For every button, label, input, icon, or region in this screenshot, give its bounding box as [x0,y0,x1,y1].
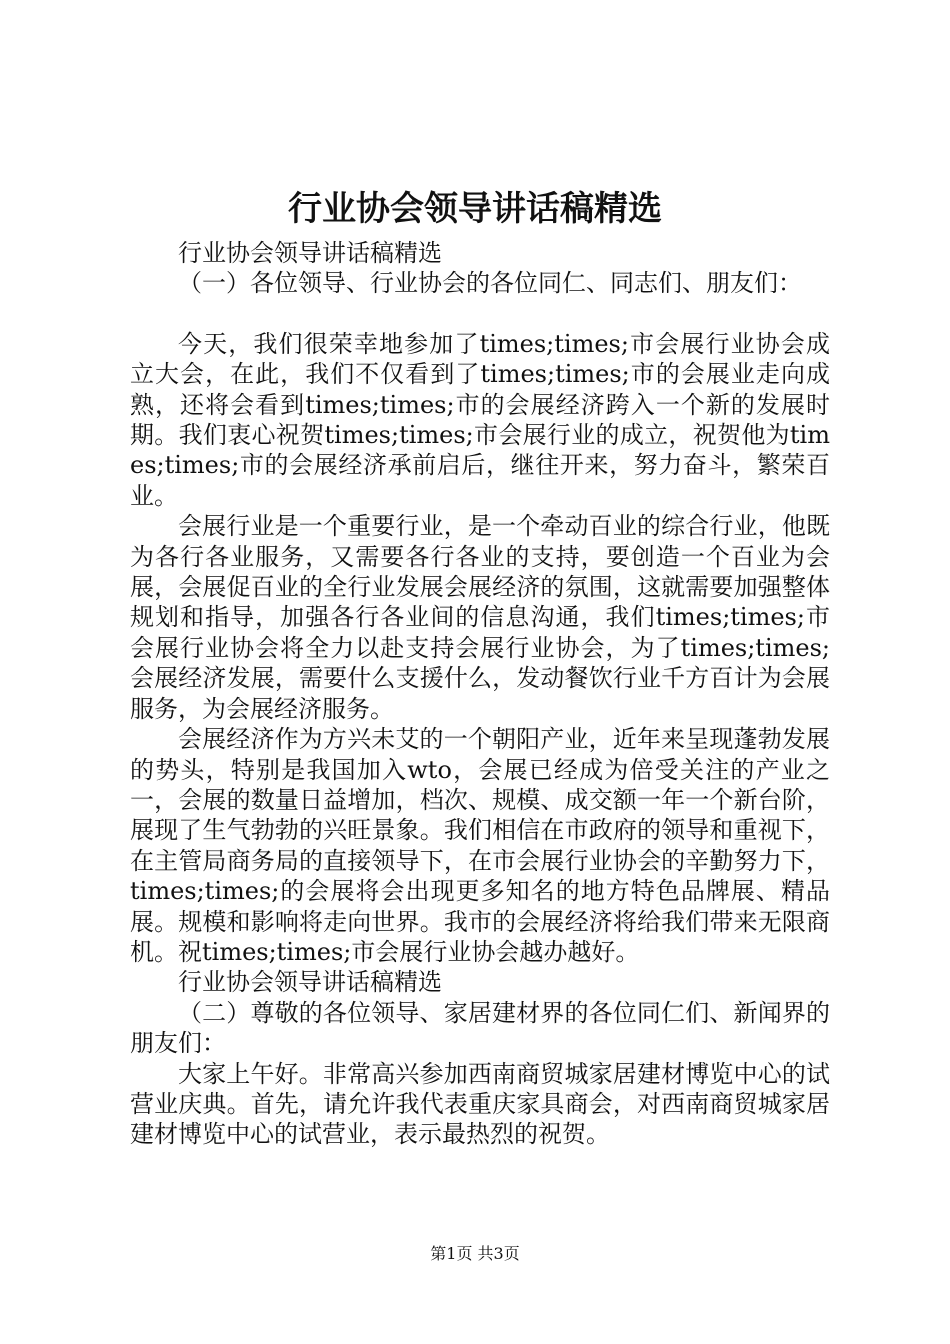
paragraph: 大家上午好。非常高兴参加西南商贸城家居建材博览中心的试营业庆典。首先，请允许我代表重庆家具商会，对西南商贸城家居建材博览中心的试营业，表示最热烈的祝贺。 [130,1059,830,1149]
paragraph: 今天，我们很荣幸地参加了times;times;市会展行业协会成立大会，在此，我们不仅看到了times;times;市的会展业走向成熟，还将会看到times;times;市的会展经济跨入一个新的发展时期。我们衷心祝贺times;times;市会展行业的成立，祝贺他为times;times;市的会展经济承前启后，继往开来，努力奋斗，繁荣百业。 [130,329,830,510]
section-heading-1: 行业协会领导讲话稿精选 [178,239,442,267]
salutation-1: （一）各位领导、行业协会的各位同仁、同志们、朋友们： [178,269,802,298]
section-heading-2: 行业协会领导讲话稿精选 [178,968,442,997]
document-title: 行业协会领导讲话稿精选 [288,189,662,229]
salutation-2: （二）尊敬的各位领导、家居建材界的各位同仁们、新闻界的朋友们： [130,998,830,1058]
document-body [130,238,830,1150]
paragraph-gap [130,299,830,329]
paragraph: 会展经济作为方兴未艾的一个朝阳产业，近年来呈现蓬勃发展的势头，特别是我国加入wto，会展已经成为倍受关注的产业之一，会展的数量日益增加，档次、规模、成交额一年一个新台阶，展现了生气勃勃的兴旺景象。我们相信在市政府的领导和重视下，在主管局商务局的直接领导下，在市会展行业协会的辛勤努力下，times;times;的会展将会出现更多知名的地方特色品牌展、精品展。规模和影响将走向世界。我市的会展经济将给我们带来无限商机。祝times;times;市会展行业协会越办越好。 [130,725,830,966]
paragraph: 会展行业是一个重要行业，是一个牵动百业的综合行业，他既为各行各业服务，又需要各行各业的支持，要创造一个百业为会展，会展促百业的全行业发展会展经济的氛围，这就需要加强整体规划和指导，加强各行各业间的信息沟通，我们times;times;市会展行业协会将全力以赴支持会展行业协会，为了times;times;会展经济发展，需要什么支援什么，发动餐饮行业千方百计为会展服务，为会展经济服务。 [130,512,830,723]
page-footer: 第1页 共3页 [430,1244,520,1263]
